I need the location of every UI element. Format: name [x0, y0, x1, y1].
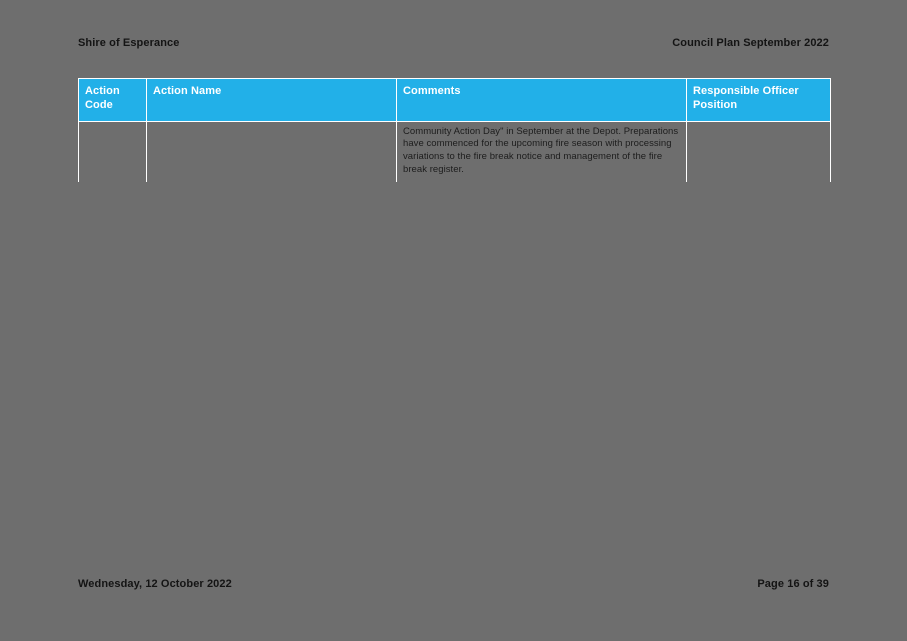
cell-action-code	[79, 121, 147, 182]
column-header-action-code: Action Code	[79, 79, 147, 122]
header-organisation: Shire of Esperance	[78, 37, 180, 49]
table-row	[79, 121, 831, 182]
table-body	[79, 121, 831, 182]
column-header-responsible-officer: Responsible Officer Position	[687, 79, 831, 122]
report-table	[78, 78, 831, 182]
footer-date: Wednesday, 12 October 2022	[78, 578, 232, 590]
footer-page-number: Page 16 of 39	[757, 578, 829, 590]
cell-action-name	[147, 121, 397, 182]
page-footer	[78, 578, 829, 590]
column-header-action-name: Action Name	[147, 79, 397, 122]
column-header-comments: Comments	[397, 79, 687, 122]
page-header	[78, 37, 829, 49]
header-document-title: Council Plan September 2022	[672, 37, 829, 49]
cell-comments: Community Action Day" in September at the Depot. Preparations have commenced for the upcoming fire season with processing variations to the fire break notice and management of the fire break register.	[397, 121, 687, 182]
report-table-container	[78, 78, 830, 182]
cell-responsible-officer	[687, 121, 831, 182]
table-header-row	[79, 79, 831, 122]
